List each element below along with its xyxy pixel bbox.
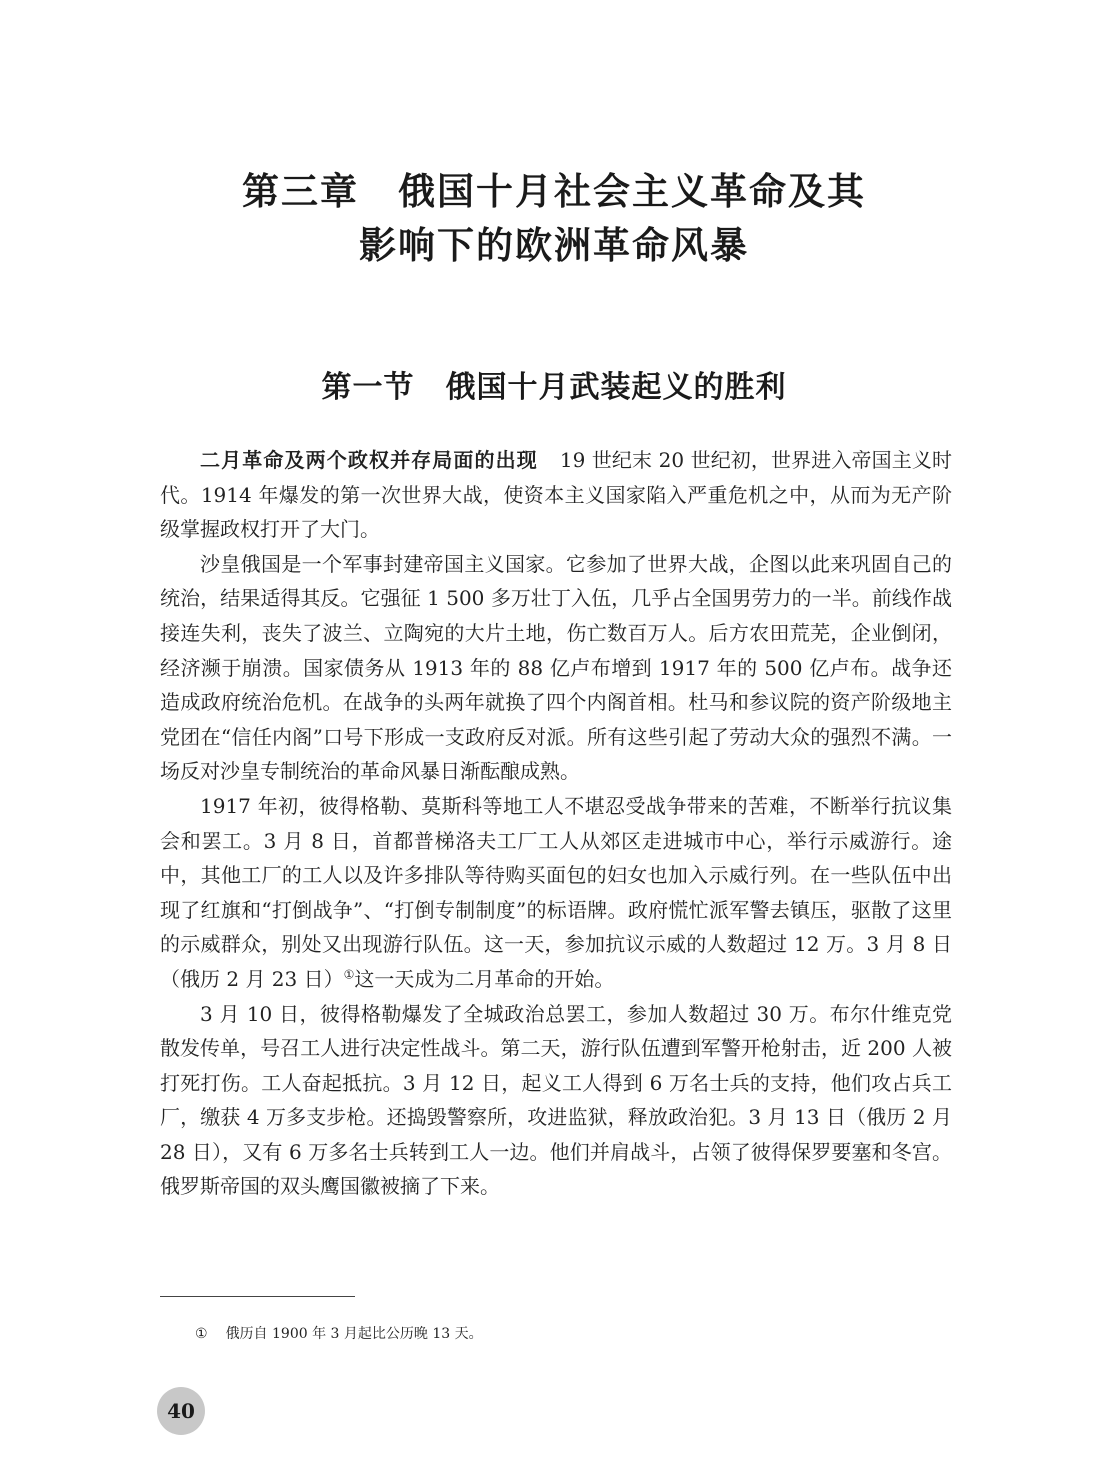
paragraph-3 [160,789,952,997]
body-text [160,443,952,1204]
paragraph-2: 沙皇俄国是一个军事封建帝国主义国家。它参加了世界大战，企图以此来巩固自己的统治，结果适得其反。它强征 1 500 多万壮丁入伍，几乎占全国男劳力的一半。前线作战接连失利，丧失了波兰、立陶宛的大片土地，伤亡数百万人。后方农田荒芜，企业倒闭，经济濒于崩溃。国家债务从 1913 年的 88 亿卢布增到 1917 年的 500 亿卢布。战争还造成政府统治危机。在战争的头两年就换了四个内阁首相。杜马和参议院的资产阶级地主党团在“信任内阁”口号下形成一支政府反对派。所有这些引起了劳动大众的强烈不满。一场反对沙皇专制统治的革命风暴日渐酝酿成熟。 [160,551,952,784]
paragraph-1-text: 19 世纪末 20 世纪初，世界进入帝国主义时代。1914 年爆发的第一次世界大战，使资本主义国家陷入严重危机之中，从而为无产阶级掌握政权打开了大门。 [160,448,952,542]
paragraph-lead-heading: 二月革命及两个政权并存局面的出现 [200,448,538,472]
paragraph-3-text-after: 这一天成为二月革命的开始。 [354,966,615,991]
paragraph-1 [160,443,952,547]
chapter-title [0,165,1108,273]
page-number-badge [157,1387,205,1435]
chapter-title-line-1: 第三章 俄国十月社会主义革命及其 [242,170,866,213]
paragraph-3-text-before: 1917 年初，彼得格勒、莫斯科等地工人不堪忍受战争带来的苦难，不断举行抗议集会和罢工。3 月 8 日，首都普梯洛夫工厂工人从郊区走进城市中心，举行示威游行。途中，其他工厂的工人以及许多排队等待购买面包的妇女也加入示威行列。在一些队伍中出现了红旗和“打倒战争”、“打倒专制制度”的标语牌。政府慌忙派军警去镇压，驱散了这里的示威群众，别处又出现游行队伍。这一天，参加抗议示威的人数超过 12 万。3 月 8 日（俄历 2 月 23 日） [160,793,952,991]
footnote-reference: ① [343,967,355,982]
footnote-divider [160,1296,355,1297]
section-title: 第一节 俄国十月武装起义的胜利 [321,370,787,405]
paragraph-4: 3 月 10 日，彼得格勒爆发了全城政治总罢工，参加人数超过 30 万。布尔什维克党散发传单，号召工人进行决定性战斗。第二天，游行队伍遭到军警开枪射击，近 200 人被打死打伤。工人奋起抵抗。3 月 12 日，起义工人得到 6 万名士兵的支持，他们攻占兵工厂，缴获 4 万多支步枪。还捣毁警察所，攻进监狱，释放政治犯。3 月 13 日（俄历 2 月 28 日），又有 6 万多名士兵转到工人一边。他们并肩战斗，占领了彼得保罗要塞和冬宫。俄罗斯帝国的双头鹰国徽被摘了下来。 [160,1001,952,1199]
page-number: 40 [167,1399,195,1423]
footnote [195,1324,483,1344]
footnote-mark: ① [195,1326,208,1342]
chapter-title-line-2: 影响下的欧洲革命风暴 [359,224,749,267]
footnote-text: 俄历自 1900 年 3 月起比公历晚 13 天。 [225,1326,483,1342]
